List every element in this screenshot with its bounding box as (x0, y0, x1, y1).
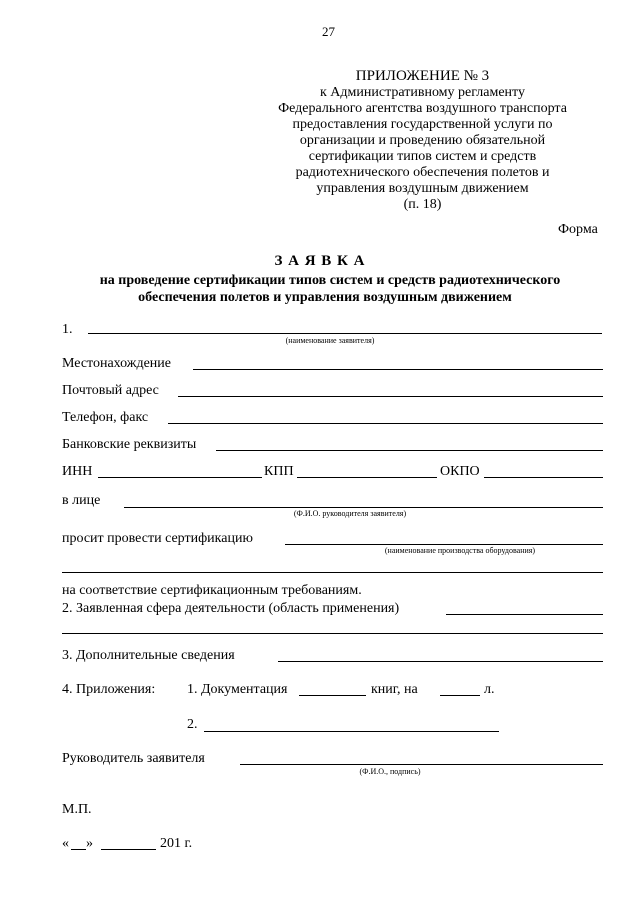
document-subtitle-line2: обеспечения полетов и управления воздушным движением (138, 290, 512, 305)
appendix-line: (п. 18) (403, 197, 442, 212)
bank-line[interactable] (216, 450, 603, 451)
appendix-line: Федерального агентства воздушного транспорта (278, 101, 567, 116)
equipment-line[interactable] (285, 544, 603, 545)
request-label: просит провести сертификацию (62, 531, 253, 546)
date-open-quote: « (62, 836, 69, 851)
equipment-line-2[interactable] (62, 572, 603, 573)
postal-label: Почтовый адрес (62, 383, 159, 398)
applicant-caption: (наименование заявителя) (285, 336, 375, 345)
extra-label: 3. Дополнительные сведения (62, 648, 235, 663)
appendix-line: сертификации типов систем и средств (308, 149, 537, 164)
pages-unit: л. (484, 682, 495, 697)
bank-label: Банковские реквизиты (62, 437, 197, 452)
sphere-label: 2. Заявленная сфера деятельности (область применения) (62, 601, 400, 616)
signature-caption: (Ф.И.О., подпись) (359, 767, 421, 776)
date-year: 201 г. (160, 836, 193, 851)
extra-line[interactable] (278, 661, 603, 662)
form-label: Форма (558, 222, 598, 237)
sphere-line-2[interactable] (62, 633, 603, 634)
date-month-line[interactable] (101, 849, 156, 850)
kpp-label: КПП (264, 464, 294, 479)
attachments-label: 4. Приложения: (62, 682, 156, 697)
applicant-name-line[interactable] (88, 333, 602, 334)
item2-label: 2. (187, 717, 198, 732)
phone-label: Телефон, факс (62, 410, 149, 425)
appendix-line: радиотехнического обеспечения полетов и (295, 165, 550, 180)
person-line[interactable] (124, 507, 603, 508)
stamp-label: М.П. (62, 802, 92, 817)
item2-line[interactable] (204, 731, 499, 732)
head-label: Руководитель заявителя (62, 751, 205, 766)
postal-line[interactable] (178, 396, 603, 397)
person-caption: (Ф.И.О. руководителя заявителя) (293, 509, 407, 518)
compliance-text: на соответствие сертификационным требованиям. (62, 583, 362, 598)
okpo-line[interactable] (484, 477, 603, 478)
appendix-line: предоставления государственной услуги по (292, 117, 553, 132)
person-label: в лице (62, 493, 101, 508)
books-label: книг, на (371, 682, 418, 697)
location-line[interactable] (193, 369, 603, 370)
doc-label: 1. Документация (187, 682, 288, 697)
head-signature-line[interactable] (240, 764, 603, 765)
inn-label: ИНН (62, 464, 93, 479)
document-subtitle-line1: на проведение сертификации типов систем и средств радиотехнического (99, 273, 561, 288)
page-number: 27 (322, 24, 335, 39)
appendix-line: к Административному регламенту (320, 85, 525, 100)
appendix-title: ПРИЛОЖЕНИЕ № 3 (355, 68, 490, 84)
item-1-number: 1. (62, 322, 73, 337)
inn-line[interactable] (98, 477, 262, 478)
appendix-line: организации и проведению обязательной (299, 133, 546, 148)
location-label: Местонахождение (62, 356, 172, 371)
pages-count-line[interactable] (440, 695, 480, 696)
books-count-line[interactable] (299, 695, 366, 696)
appendix-block (270, 67, 575, 213)
date-close-quote: » (86, 836, 93, 851)
appendix-line: управления воздушным движением (316, 181, 529, 196)
okpo-label: ОКПО (440, 464, 480, 479)
kpp-line[interactable] (297, 477, 437, 478)
equipment-caption: (наименование производства оборудования) (384, 546, 536, 555)
sphere-line[interactable] (446, 614, 603, 615)
document-title: З А Я В К А (274, 253, 366, 269)
phone-line[interactable] (168, 423, 603, 424)
date-day-line[interactable] (71, 849, 86, 850)
